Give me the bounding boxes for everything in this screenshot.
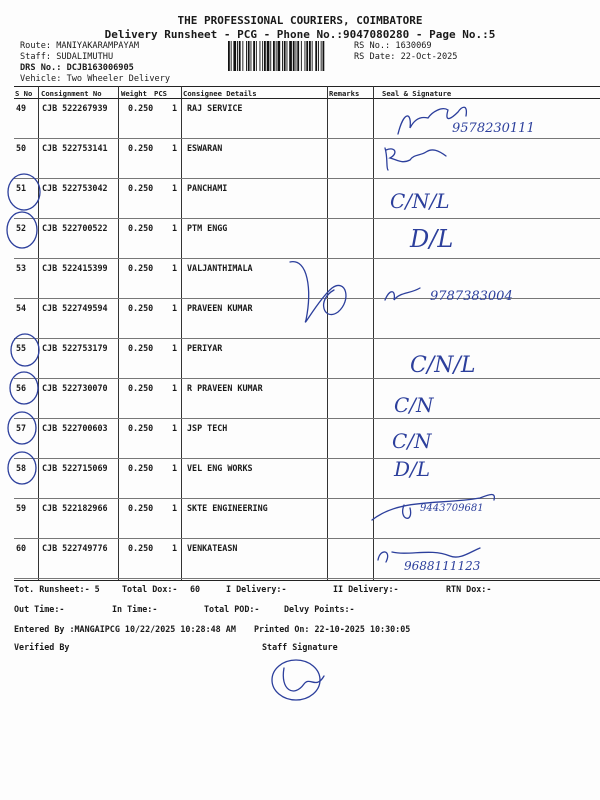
handwritten-note: D/L — [394, 457, 431, 481]
cell-consignment-no: CJB 522730070 — [42, 383, 108, 393]
cell-weight: 0.250 — [128, 183, 154, 193]
cell-consignment-no: CJB 522715069 — [42, 463, 108, 473]
cell-sno: 56 — [16, 383, 27, 393]
cell-sno: 52 — [16, 223, 27, 233]
cell-pcs: 1 — [172, 503, 178, 513]
cell-weight: 0.250 — [128, 463, 154, 473]
handwritten-note: C/N/L — [410, 353, 476, 378]
cell-weight: 0.250 — [128, 143, 154, 153]
table-row — [14, 499, 600, 539]
staff-signature-mark — [272, 660, 320, 700]
cell-consignee: PTM ENGG — [187, 223, 228, 233]
cell-weight: 0.250 — [128, 383, 154, 393]
cell-pcs: 1 — [172, 343, 178, 353]
cell-sno: 57 — [16, 423, 27, 433]
cell-consignment-no: CJB 522700522 — [42, 223, 108, 233]
i-delivery: I Delivery:- — [226, 584, 287, 594]
route-label: Route: MANIYAKARAMPAYAM — [20, 41, 139, 51]
cell-consignee: VENKATEASN — [187, 543, 238, 553]
cell-pcs: 1 — [172, 183, 178, 193]
rs-number: RS No.: 1630069 — [354, 41, 432, 51]
table-top-rule — [14, 86, 600, 87]
col-pcs: PCS — [154, 89, 167, 98]
col-consignment: Consignment No — [41, 89, 102, 98]
drs-number: DRS No.: DCJB163006905 — [20, 63, 134, 73]
tot-runsheet: Tot. Runsheet:- 5 — [14, 584, 100, 594]
cell-weight: 0.250 — [128, 543, 154, 553]
cell-consignment-no: CJB 522753179 — [42, 343, 108, 353]
cell-pcs: 1 — [172, 103, 178, 113]
table-row — [14, 419, 600, 459]
col-sno: S No — [15, 89, 33, 98]
out-time: Out Time:- — [14, 604, 65, 614]
table-row — [14, 459, 600, 499]
handwritten-note: C/N/L — [390, 189, 450, 213]
cell-consignment-no: CJB 522753042 — [42, 183, 108, 193]
cell-consignment-no: CJB 522182966 — [42, 503, 108, 513]
vehicle-label: Vehicle: Two Wheeler Delivery — [20, 74, 171, 84]
cell-consignee: VEL ENG WORKS — [187, 463, 253, 473]
handwritten-note: C/N — [394, 393, 434, 417]
cell-sno: 51 — [16, 183, 27, 193]
cell-consignee: SKTE ENGINEERING — [187, 503, 268, 513]
cell-consignee: PANCHAMI — [187, 183, 228, 193]
cell-sno: 50 — [16, 143, 27, 153]
row-separator — [14, 578, 600, 579]
rs-date: RS Date: 22-Oct-2025 — [354, 52, 458, 62]
cell-consignment-no: CJB 522753141 — [42, 143, 108, 153]
cell-consignment-no: CJB 522415399 — [42, 263, 108, 273]
total-dox-value: 60 — [190, 584, 201, 594]
total-pod: Total POD:- — [204, 604, 260, 614]
cell-weight: 0.250 — [128, 103, 154, 113]
cell-consignee: PERIYAR — [187, 343, 223, 353]
handwritten-note: C/N — [392, 429, 432, 453]
table-bottom-rule — [14, 580, 600, 581]
printed-on: Printed On: 22-10-2025 10:30:05 — [254, 624, 411, 634]
cell-consignee: R PRAVEEN KUMAR — [187, 383, 263, 393]
in-time: In Time:- — [112, 604, 158, 614]
cell-weight: 0.250 — [128, 263, 154, 273]
verified-by: Verified By — [14, 642, 70, 652]
cell-sno: 58 — [16, 463, 27, 473]
cell-pcs: 1 — [172, 383, 178, 393]
table-row — [14, 179, 600, 219]
runsheet-subtitle: Delivery Runsheet - PCG - Phone No.:9047080280 - Page No.:5 — [104, 28, 496, 41]
cell-consignment-no: CJB 522749776 — [42, 543, 108, 553]
handwritten-note: 9787383004 — [430, 289, 513, 304]
cell-weight: 0.250 — [128, 423, 154, 433]
cell-consignee: VALJANTHIMALA — [187, 263, 253, 273]
cell-sno: 59 — [16, 503, 27, 513]
col-remarks: Remarks — [329, 89, 360, 98]
table-row — [14, 299, 600, 339]
cell-sno: 54 — [16, 303, 27, 313]
cell-consignee: PRAVEEN KUMAR — [187, 303, 253, 313]
cell-pcs: 1 — [172, 303, 178, 313]
table-row — [14, 219, 600, 259]
cell-pcs: 1 — [172, 543, 178, 553]
handwritten-note: 9688111123 — [404, 559, 481, 573]
cell-sno: 55 — [16, 343, 27, 353]
cell-consignment-no: CJB 522749594 — [42, 303, 108, 313]
table-row — [14, 339, 600, 379]
cell-weight: 0.250 — [128, 343, 154, 353]
cell-consignment-no: CJB 522267939 — [42, 103, 108, 113]
table-row — [14, 539, 600, 579]
cell-sno: 49 — [16, 103, 27, 113]
barcode-image — [228, 41, 350, 71]
col-seal-signature: Seal & Signature — [382, 89, 452, 98]
cell-consignee: ESWARAN — [187, 143, 223, 153]
cell-sno: 53 — [16, 263, 27, 273]
col-consignee: Consignee Details — [183, 89, 257, 98]
col-weight: Weight — [121, 89, 147, 98]
cell-weight: 0.250 — [128, 223, 154, 233]
handwritten-note: 9578230111 — [452, 121, 535, 136]
cell-pcs: 1 — [172, 263, 178, 273]
rtn-dox: RTN Dox:- — [446, 584, 492, 594]
delvy-points: Delvy Points:- — [284, 604, 355, 614]
cell-pcs: 1 — [172, 143, 178, 153]
total-dox-label: Total Dox:- — [122, 584, 178, 594]
cell-pcs: 1 — [172, 463, 178, 473]
handwritten-note: 9443709681 — [420, 503, 484, 514]
table-row — [14, 379, 600, 419]
cell-weight: 0.250 — [128, 503, 154, 513]
staff-signature-label: Staff Signature — [262, 642, 338, 652]
cell-pcs: 1 — [172, 423, 178, 433]
cell-weight: 0.250 — [128, 303, 154, 313]
cell-sno: 60 — [16, 543, 27, 553]
ii-delivery: II Delivery:- — [333, 584, 399, 594]
cell-consignee: RAJ SERVICE — [187, 103, 243, 113]
cell-pcs: 1 — [172, 223, 178, 233]
handwritten-note: D/L — [410, 225, 454, 253]
table-row — [14, 139, 600, 179]
company-title: THE PROFESSIONAL COURIERS, COIMBATORE — [177, 14, 423, 27]
cell-consignment-no: CJB 522700603 — [42, 423, 108, 433]
entered-by: Entered By :MANGAIPCG 10/22/2025 10:28:48 AM — [14, 624, 236, 634]
cell-consignee: JSP TECH — [187, 423, 228, 433]
staff-label: Staff: SUDALIMUTHU — [20, 52, 114, 62]
